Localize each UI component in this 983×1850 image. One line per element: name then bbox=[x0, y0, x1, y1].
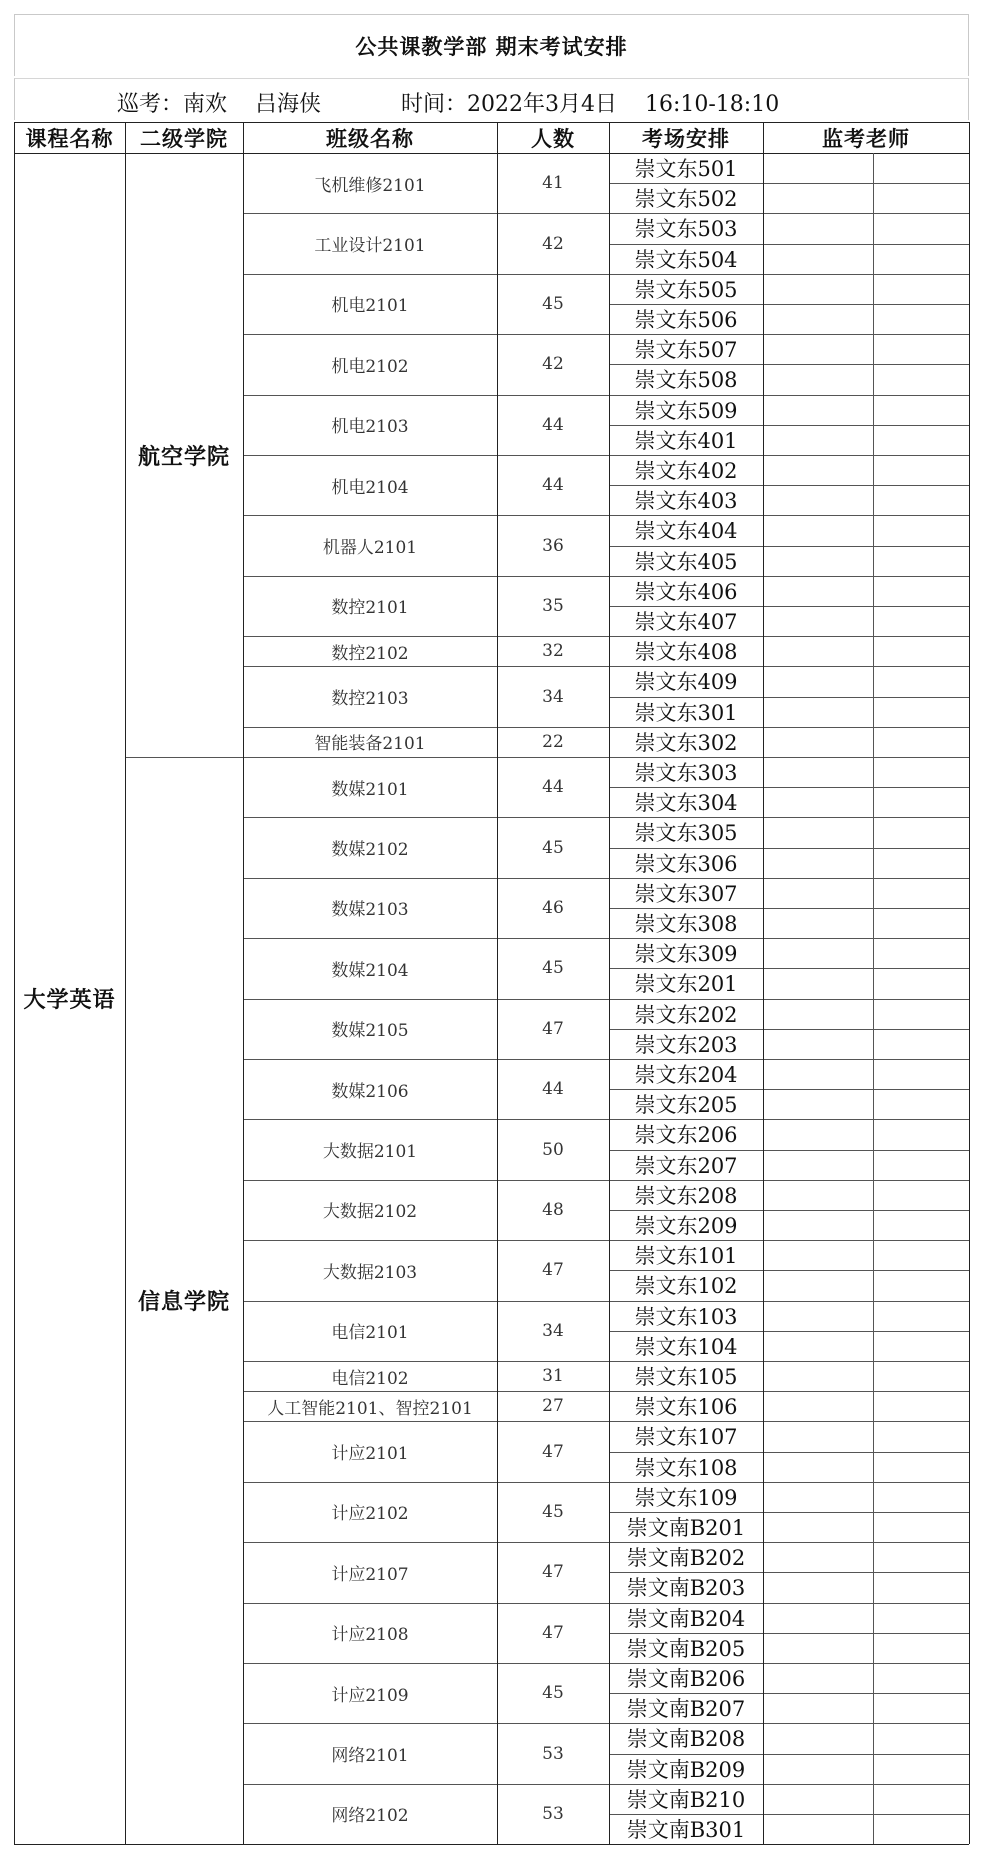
student-count: 44 bbox=[542, 777, 564, 798]
student-count: 47 bbox=[542, 1260, 564, 1281]
course-name: 大学英语 bbox=[23, 987, 116, 1014]
exam-room: 崇文东308 bbox=[634, 912, 738, 937]
student-count: 22 bbox=[542, 731, 564, 752]
exam-room: 崇文南B209 bbox=[626, 1757, 746, 1782]
college-name: 信息学院 bbox=[137, 1289, 230, 1316]
exam-room: 崇文东408 bbox=[634, 640, 738, 665]
exam-room: 崇文东108 bbox=[634, 1455, 738, 1480]
class-name: 数媒2106 bbox=[331, 1081, 409, 1102]
exam-room: 崇文东209 bbox=[634, 1214, 738, 1239]
exam-room: 崇文东402 bbox=[634, 459, 738, 484]
exam-room: 崇文东204 bbox=[634, 1063, 738, 1088]
grid-line bbox=[497, 122, 498, 1844]
class-name: 机电2101 bbox=[331, 296, 409, 317]
exam-room: 崇文东504 bbox=[634, 247, 738, 272]
student-count: 27 bbox=[542, 1396, 564, 1417]
exam-room: 崇文东403 bbox=[634, 489, 738, 514]
student-count: 35 bbox=[542, 595, 564, 616]
grid-line bbox=[763, 122, 764, 1844]
class-name: 大数据2103 bbox=[322, 1262, 418, 1283]
exam-room: 崇文东404 bbox=[634, 519, 738, 544]
grid-line bbox=[873, 153, 874, 1844]
student-count: 50 bbox=[542, 1139, 564, 1160]
student-count: 42 bbox=[542, 354, 564, 375]
patrol-text: 巡考：南欢 吕海侠 bbox=[117, 92, 321, 117]
exam-room: 崇文东104 bbox=[634, 1334, 738, 1359]
exam-room: 崇文东302 bbox=[634, 730, 738, 755]
student-count: 47 bbox=[542, 1441, 564, 1462]
student-count: 53 bbox=[542, 1743, 564, 1764]
exam-time-text: 时间：2022年3月4日 16:10-18:10 bbox=[401, 92, 780, 117]
grid-line bbox=[243, 122, 244, 1844]
exam-room: 崇文东301 bbox=[634, 700, 738, 725]
exam-room: 崇文南B208 bbox=[626, 1727, 746, 1752]
header-room: 考场安排 bbox=[642, 125, 730, 151]
class-name: 数控2101 bbox=[331, 598, 409, 619]
class-name: 工业设计2101 bbox=[314, 236, 426, 257]
class-name: 计应2101 bbox=[331, 1444, 409, 1465]
class-name: 智能装备2101 bbox=[314, 734, 426, 755]
class-name: 大数据2101 bbox=[322, 1142, 418, 1163]
exam-room: 崇文东306 bbox=[634, 851, 738, 876]
student-count: 44 bbox=[542, 1079, 564, 1100]
exam-room: 崇文东508 bbox=[634, 368, 738, 393]
exam-room: 崇文南B201 bbox=[626, 1516, 746, 1541]
class-name: 电信2102 bbox=[331, 1368, 409, 1389]
header-class: 班级名称 bbox=[326, 125, 414, 151]
student-count: 31 bbox=[542, 1366, 564, 1387]
exam-room: 崇文东409 bbox=[634, 670, 738, 695]
exam-room: 崇文东107 bbox=[634, 1425, 738, 1450]
grid-line bbox=[14, 1844, 969, 1845]
exam-room: 崇文东202 bbox=[634, 1002, 738, 1027]
class-name: 电信2101 bbox=[331, 1323, 409, 1344]
exam-room: 崇文东407 bbox=[634, 610, 738, 635]
college-name: 航空学院 bbox=[137, 443, 230, 470]
student-count: 45 bbox=[542, 293, 564, 314]
exam-room: 崇文南B210 bbox=[626, 1787, 746, 1812]
exam-room: 崇文东501 bbox=[634, 157, 738, 182]
exam-room: 崇文东208 bbox=[634, 1183, 738, 1208]
exam-room: 崇文南B204 bbox=[626, 1606, 746, 1631]
class-name: 机器人2101 bbox=[322, 538, 418, 559]
student-count: 42 bbox=[542, 233, 564, 254]
student-count: 48 bbox=[542, 1199, 564, 1220]
grid-line bbox=[609, 122, 610, 1844]
exam-room: 崇文南B202 bbox=[626, 1546, 746, 1571]
student-count: 41 bbox=[542, 173, 564, 194]
exam-room: 崇文东502 bbox=[634, 187, 738, 212]
exam-room: 崇文东103 bbox=[634, 1304, 738, 1329]
exam-room: 崇文东106 bbox=[634, 1395, 738, 1420]
class-name: 机电2103 bbox=[331, 417, 409, 438]
exam-room: 崇文南B301 bbox=[626, 1818, 746, 1843]
exam-room: 崇文东304 bbox=[634, 791, 738, 816]
class-name: 网络2101 bbox=[331, 1746, 409, 1767]
exam-room: 崇文东203 bbox=[634, 1032, 738, 1057]
exam-room: 崇文东201 bbox=[634, 972, 738, 997]
exam-room: 崇文南B207 bbox=[626, 1697, 746, 1722]
student-count: 45 bbox=[542, 837, 564, 858]
class-name: 数媒2103 bbox=[331, 900, 409, 921]
grid-line bbox=[14, 153, 969, 154]
student-count: 32 bbox=[542, 641, 564, 662]
class-name: 数媒2105 bbox=[331, 1021, 409, 1042]
header-proctor: 监考老师 bbox=[822, 125, 910, 151]
class-name: 机电2104 bbox=[331, 477, 409, 498]
exam-room: 崇文东105 bbox=[634, 1365, 738, 1390]
header-college: 二级学院 bbox=[140, 125, 228, 151]
exam-room: 崇文东309 bbox=[634, 942, 738, 967]
student-count: 47 bbox=[542, 1622, 564, 1643]
class-name: 数媒2104 bbox=[331, 960, 409, 981]
header-course: 课程名称 bbox=[25, 125, 114, 151]
exam-room: 崇文东506 bbox=[634, 308, 738, 333]
class-name: 大数据2102 bbox=[322, 1202, 418, 1223]
grid-line bbox=[14, 122, 969, 123]
exam-room: 崇文东207 bbox=[634, 1153, 738, 1178]
student-count: 53 bbox=[542, 1803, 564, 1824]
exam-room: 崇文东503 bbox=[634, 217, 738, 242]
student-count: 47 bbox=[542, 1018, 564, 1039]
class-name: 计应2109 bbox=[331, 1685, 409, 1706]
class-name: 数媒2101 bbox=[331, 779, 409, 800]
class-name: 计应2107 bbox=[331, 1564, 409, 1585]
page-title: 公共课教学部 期末考试安排 bbox=[14, 14, 969, 76]
class-name: 计应2108 bbox=[331, 1625, 409, 1646]
class-name: 数媒2102 bbox=[331, 840, 409, 861]
header-count: 人数 bbox=[531, 125, 575, 151]
class-name: 数控2103 bbox=[331, 689, 409, 710]
exam-room: 崇文南B203 bbox=[626, 1576, 746, 1601]
student-count: 34 bbox=[542, 686, 564, 707]
class-name: 人工智能2101、智控2101 bbox=[267, 1398, 473, 1419]
exam-room: 崇文东401 bbox=[634, 428, 738, 453]
exam-room: 崇文东206 bbox=[634, 1123, 738, 1148]
student-count: 47 bbox=[542, 1562, 564, 1583]
exam-room: 崇文东405 bbox=[634, 549, 738, 574]
student-count: 45 bbox=[542, 1683, 564, 1704]
student-count: 36 bbox=[542, 535, 564, 556]
exam-room: 崇文东509 bbox=[634, 398, 738, 423]
class-name: 网络2102 bbox=[331, 1806, 409, 1827]
exam-room: 崇文东406 bbox=[634, 579, 738, 604]
grid-line bbox=[969, 122, 970, 1844]
exam-room: 崇文东205 bbox=[634, 1093, 738, 1118]
exam-room: 崇文东505 bbox=[634, 277, 738, 302]
exam-room: 崇文东307 bbox=[634, 881, 738, 906]
grid-line bbox=[14, 122, 15, 1844]
class-name: 机电2102 bbox=[331, 356, 409, 377]
exam-room: 崇文东507 bbox=[634, 338, 738, 363]
student-count: 34 bbox=[542, 1320, 564, 1341]
class-name: 飞机维修2101 bbox=[314, 175, 426, 196]
student-count: 44 bbox=[542, 475, 564, 496]
exam-room: 崇文东303 bbox=[634, 761, 738, 786]
student-count: 45 bbox=[542, 1501, 564, 1522]
student-count: 44 bbox=[542, 414, 564, 435]
student-count: 45 bbox=[542, 958, 564, 979]
exam-room: 崇文东101 bbox=[634, 1244, 738, 1269]
grid-line bbox=[125, 122, 126, 1844]
exam-room: 崇文南B206 bbox=[626, 1667, 746, 1692]
exam-room: 崇文东109 bbox=[634, 1485, 738, 1510]
student-count: 46 bbox=[542, 897, 564, 918]
exam-room: 崇文南B205 bbox=[626, 1636, 746, 1661]
exam-room: 崇文东305 bbox=[634, 821, 738, 846]
class-name: 计应2102 bbox=[331, 1504, 409, 1525]
class-name: 数控2102 bbox=[331, 643, 409, 664]
exam-room: 崇文东102 bbox=[634, 1274, 738, 1299]
